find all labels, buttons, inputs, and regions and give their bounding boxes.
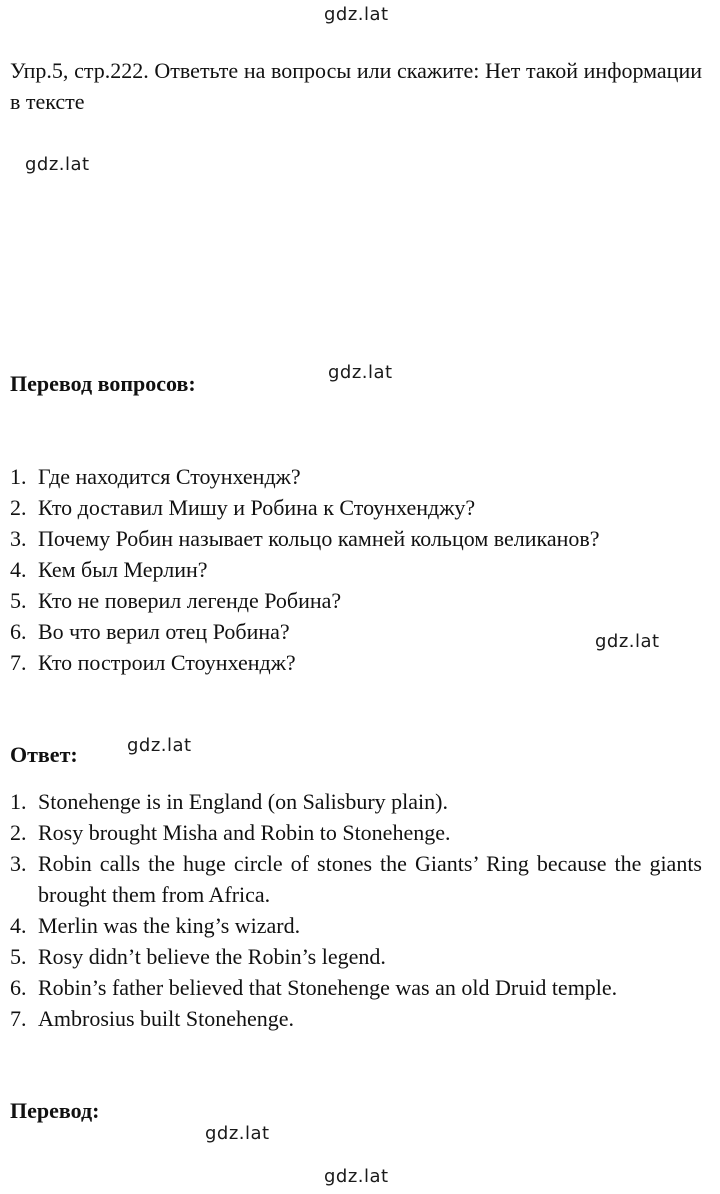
answers-list: [10, 786, 702, 1034]
item-number: 2.: [10, 495, 27, 520]
item-number: 3.: [10, 851, 27, 876]
item-number: 4.: [10, 913, 27, 938]
watermark-4: gdz.lat: [127, 735, 192, 756]
list-item: [10, 972, 702, 1003]
list-item: [10, 817, 702, 848]
item-text: Где находится Стоунхендж?: [38, 464, 301, 489]
questions-heading: Перевод вопросов:: [10, 371, 196, 396]
item-number: 5.: [10, 588, 27, 613]
list-item: [10, 1003, 702, 1034]
list-item: [10, 616, 702, 647]
list-item: [10, 786, 702, 817]
list-item: [10, 941, 702, 972]
item-text: Merlin was the king’s wizard.: [38, 913, 301, 938]
item-number: 1.: [10, 464, 27, 489]
item-number: 1.: [10, 789, 27, 814]
watermark-top: gdz.lat: [324, 4, 389, 25]
item-number: 3.: [10, 526, 27, 551]
item-text: Почему Робин называет кольцо камней кольцом великанов?: [38, 526, 600, 551]
item-text: Кто доставил Мишу и Робина к Стоунхенджу?: [38, 495, 476, 520]
item-number: 7.: [10, 650, 27, 675]
list-item: [10, 461, 702, 492]
questions-list: [10, 461, 702, 678]
list-item: [10, 492, 702, 523]
item-text: Кто не поверил легенде Робина?: [38, 588, 342, 613]
item-text: Robin’s father believed that Stonehenge was an old Druid temple.: [38, 975, 618, 1000]
list-item: [10, 523, 702, 554]
item-text: Ambrosius built Stonehenge.: [38, 1006, 295, 1031]
item-number: 6.: [10, 619, 27, 644]
watermark-2: gdz.lat: [328, 362, 393, 383]
list-item: [10, 585, 702, 616]
watermark-3: gdz.lat: [595, 631, 660, 652]
item-number: 4.: [10, 557, 27, 582]
item-number: 2.: [10, 820, 27, 845]
watermark-bottom: gdz.lat: [324, 1166, 389, 1187]
item-number: 6.: [10, 975, 27, 1000]
item-text: Stonehenge is in England (on Salisbury plain).: [38, 789, 448, 814]
task-text: Упр.5, стр.222. Ответьте на вопросы или скажите: Нет такой информации в тексте: [10, 58, 702, 114]
item-number: 5.: [10, 944, 27, 969]
watermark-1: gdz.lat: [25, 154, 90, 175]
item-text: Rosy brought Misha and Robin to Stonehenge.: [38, 820, 451, 845]
item-text: Во что верил отец Робина?: [38, 619, 290, 644]
answers-heading: Ответ:: [10, 742, 78, 767]
list-item: [10, 647, 702, 678]
list-item: [10, 554, 702, 585]
item-text: Robin calls the huge circle of stones the Giants’ Ring because the giants brought them from Africa.: [38, 851, 702, 907]
translation-heading: Перевод:: [10, 1098, 100, 1123]
watermark-5: gdz.lat: [205, 1123, 270, 1144]
item-text: Кто построил Стоунхендж?: [38, 650, 296, 675]
list-item: [10, 848, 702, 910]
item-number: 7.: [10, 1006, 27, 1031]
list-item: [10, 910, 702, 941]
item-text: Кем был Мерлин?: [38, 557, 208, 582]
item-text: Rosy didn’t believe the Robin’s legend.: [38, 944, 386, 969]
